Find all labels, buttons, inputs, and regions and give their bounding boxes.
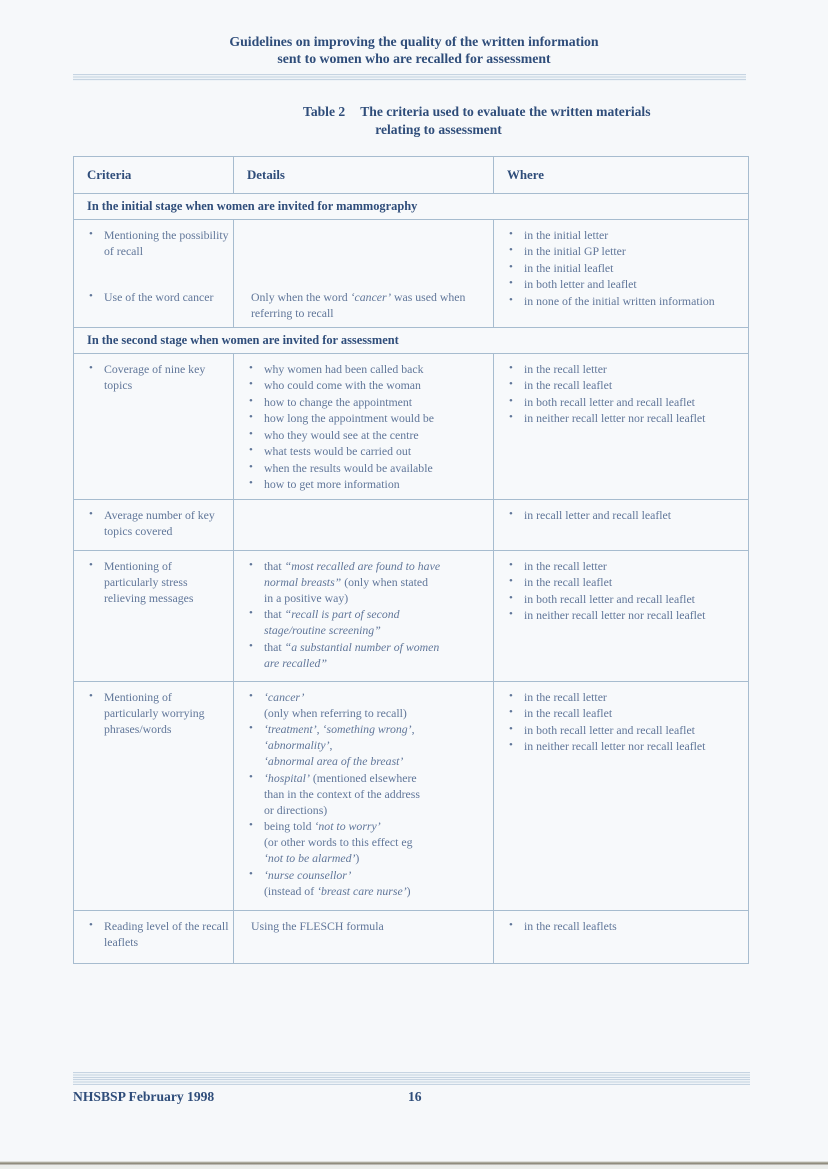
bullet-item: • in the recall letter <box>506 558 744 574</box>
where-cell <box>493 551 748 681</box>
page-header <box>0 33 828 67</box>
bullet-item: • in both recall letter and recall leaflet <box>506 394 744 410</box>
table-body <box>74 193 748 963</box>
bullet-item: • in the recall leaflets <box>506 918 744 934</box>
bullet-item: • in the initial GP letter <box>506 243 744 259</box>
criteria-cell <box>74 911 233 963</box>
column-header-where: Where <box>493 157 748 193</box>
bullet-item: • Mentioning of particularly worrying phrases/words <box>86 689 229 737</box>
bullet-item: • in the initial leaflet <box>506 260 744 276</box>
header-line-1: Guidelines on improving the quality of the written information <box>229 34 599 49</box>
where-cell <box>493 682 748 910</box>
header-rule <box>73 74 746 81</box>
column-header-criteria: Criteria <box>87 168 132 182</box>
footer-page-number: 16 <box>408 1089 422 1104</box>
scan-page-edge <box>0 1158 828 1169</box>
table-row <box>74 550 748 681</box>
details-cell <box>233 500 493 550</box>
section-header-row: In the second stage when women are invited for assessment <box>74 327 748 353</box>
bullet-item: • in the recall leaflet <box>506 574 744 590</box>
bullet-item: • in neither recall letter nor recall leaflet <box>506 738 744 754</box>
table-row <box>74 681 748 910</box>
table-row <box>74 910 748 963</box>
column-header-details: Details <box>233 157 493 193</box>
bullet-item: • how long the appointment would be <box>246 410 489 426</box>
details-cell <box>233 911 493 963</box>
criteria-cell <box>74 551 233 681</box>
header-line-2: sent to women who are recalled for assessment <box>277 51 551 66</box>
details-cell <box>233 682 493 910</box>
bullet-item: • in both recall letter and recall leaflet <box>506 722 744 738</box>
bullet-item: • in none of the initial written information <box>506 293 744 309</box>
footer-rule <box>73 1072 750 1085</box>
bullet-item: • that “a substantial number of women are recalled” <box>246 639 489 671</box>
bullet-item: • in the recall letter <box>506 361 744 377</box>
details-cell <box>233 551 493 681</box>
criteria-cell <box>74 500 233 550</box>
table-row <box>74 353 748 499</box>
bullet-item: • Use of the word cancer <box>86 289 229 305</box>
table-caption <box>303 103 651 138</box>
bullet-item: • Mentioning of particularly stress relieving messages <box>86 558 229 606</box>
table-row <box>74 219 748 328</box>
bullet-item: • being told ‘not to worry’ (or other words to this effect eg ‘not to be alarmed’) <box>246 818 489 866</box>
where-cell <box>493 911 748 963</box>
bullet-item: • in both recall letter and recall leaflet <box>506 591 744 607</box>
bullet-item: • in neither recall letter nor recall leaflet <box>506 410 744 426</box>
bullet-item: • ‘cancer’ (only when referring to recall) <box>246 689 489 721</box>
bullet-item: • when the results would be available <box>246 460 489 476</box>
bullet-item: • in the recall leaflet <box>506 705 744 721</box>
bullet-item: • why women had been called back <box>246 361 489 377</box>
table-row <box>74 499 748 550</box>
details-cell <box>233 220 493 328</box>
bullet-item: • in neither recall letter nor recall leaflet <box>506 607 744 623</box>
where-cell <box>493 354 748 499</box>
footer-publication: NHSBSP February 1998 <box>73 1089 215 1104</box>
table-header-row <box>74 157 748 193</box>
bullet-item: • ‘treatment’, ‘something wrong’, ‘abnormality’, ‘abnormal area of the breast’ <box>246 721 489 769</box>
bullet-item: • who they would see at the centre <box>246 427 489 443</box>
details-cell <box>233 354 493 499</box>
bullet-item: • in the recall leaflet <box>506 377 744 393</box>
text-item: Only when the word ‘cancer’ was used when referring to recall <box>251 289 466 320</box>
caption-line-2: relating to assessment <box>375 121 502 137</box>
where-cell <box>493 500 748 550</box>
bullet-item: • what tests would be carried out <box>246 443 489 459</box>
where-cell <box>493 220 748 328</box>
bullet-item: • Average number of key topics covered <box>86 507 229 539</box>
bullet-item: • in both letter and leaflet <box>506 276 744 292</box>
bullet-item: • in recall letter and recall leaflet <box>506 507 744 523</box>
caption-line-1: The criteria used to evaluate the written materials <box>360 104 651 119</box>
criteria-table <box>73 156 749 964</box>
bullet-item: • ‘hospital’ (mentioned elsewhere than in the context of the address or directions) <box>246 770 489 818</box>
section-header-row: In the initial stage when women are invited for mammography <box>74 193 748 219</box>
bullet-item: • Reading level of the recall leaflets <box>86 918 229 950</box>
bullet-item: • Mentioning the possibility of recall <box>86 227 229 259</box>
bullet-item: • in the recall letter <box>506 689 744 705</box>
table-caption-text <box>360 103 650 138</box>
bullet-item: • that “most recalled are found to have normal breasts” (only when stated in a positive way) <box>246 558 489 606</box>
table-caption-label: Table 2 <box>303 104 346 119</box>
bullet-item: • ‘nurse counsellor’ (instead of ‘breast care nurse’) <box>246 867 489 899</box>
criteria-cell <box>74 220 233 328</box>
text-item: Using the FLESCH formula <box>251 918 384 933</box>
bullet-item: • Coverage of nine key topics <box>86 361 229 393</box>
bullet-item: • how to get more information <box>246 476 489 492</box>
bullet-item: • that “recall is part of second stage/routine screening” <box>246 606 489 638</box>
criteria-cell <box>74 682 233 910</box>
bullet-item: • who could come with the woman <box>246 377 489 393</box>
bullet-item: • in the initial letter <box>506 227 744 243</box>
criteria-cell <box>74 354 233 499</box>
bullet-item: • how to change the appointment <box>246 394 489 410</box>
